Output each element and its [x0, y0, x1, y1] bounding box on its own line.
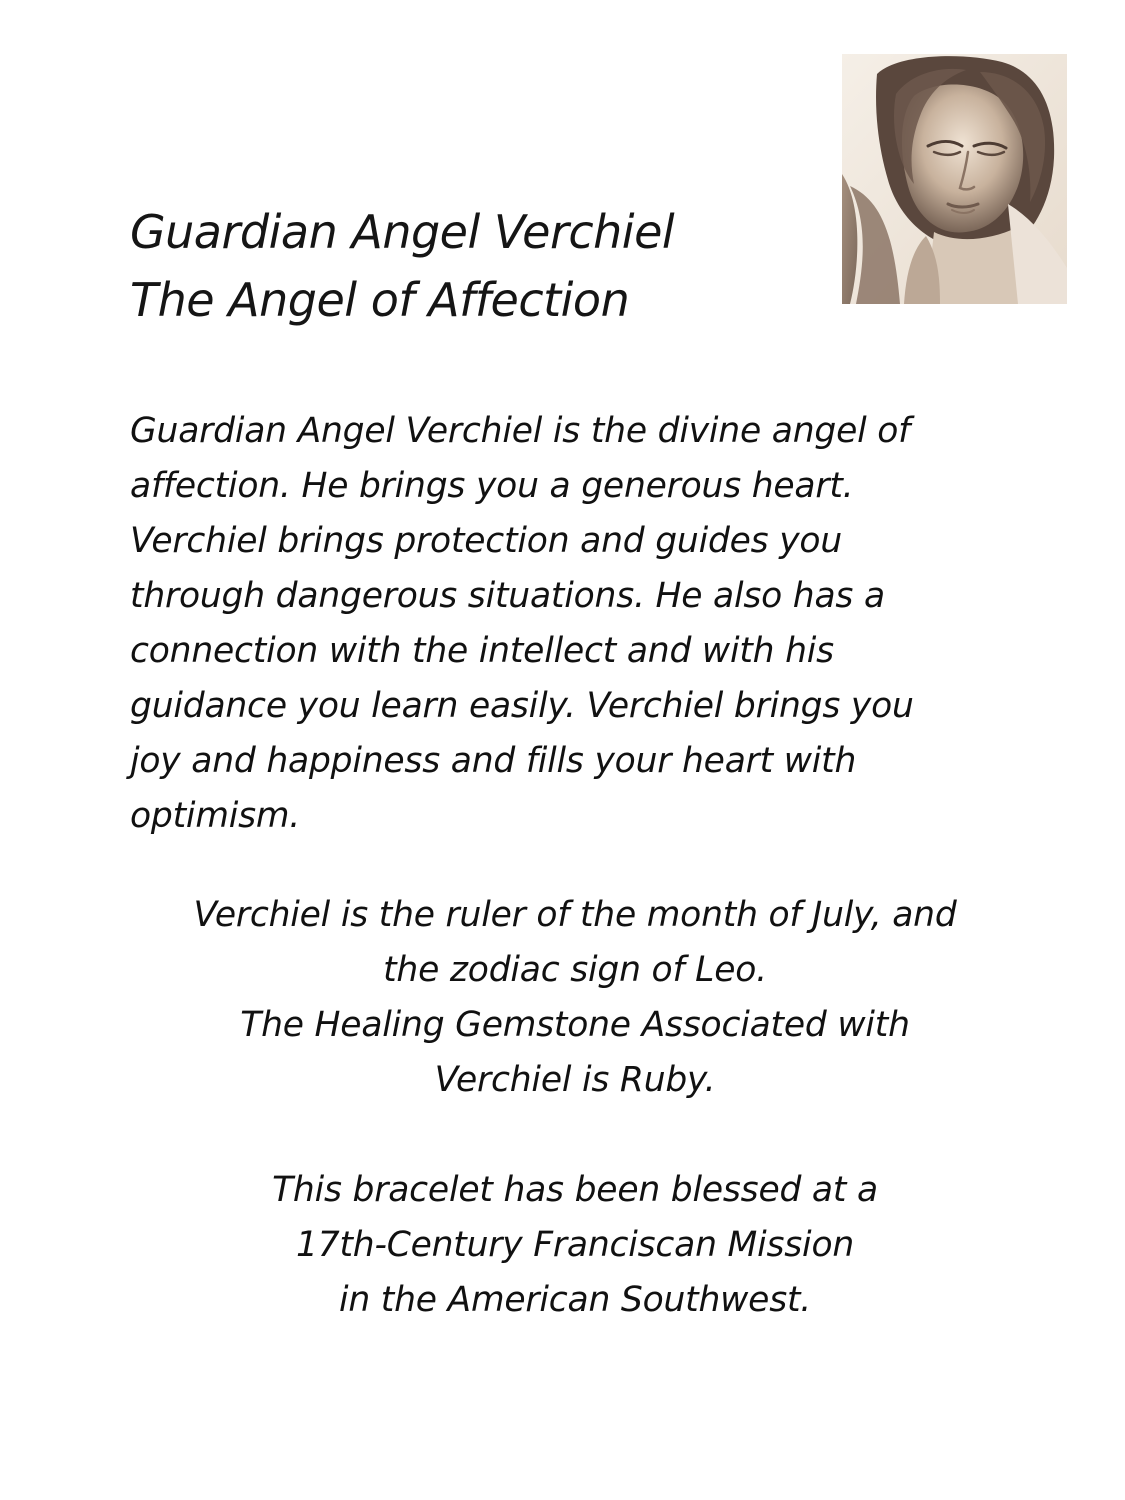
blessing-line: in the American Southwest.: [338, 1280, 812, 1320]
ruler-line: The Healing Gemstone Associated with: [240, 1005, 910, 1045]
title-line-1: Guardian Angel Verchiel: [130, 205, 675, 259]
angel-statue-image: [842, 54, 1067, 304]
description-line: through dangerous situations. He also has a: [130, 576, 885, 616]
ruler-info: [100, 888, 1050, 1108]
ruler-line: Verchiel is Ruby.: [434, 1060, 716, 1100]
blessing-line: 17th-Century Franciscan Mission: [295, 1225, 855, 1265]
description-line: optimism.: [130, 796, 301, 836]
title-line-2: The Angel of Affection: [130, 273, 630, 327]
blessing-info: [100, 1163, 1050, 1328]
blessing-line: This bracelet has been blessed at a: [272, 1170, 878, 1210]
description-line: Guardian Angel Verchiel is the divine angel of: [130, 411, 911, 451]
ruler-line: the zodiac sign of Leo.: [383, 950, 767, 990]
description-line: connection with the intellect and with his: [130, 631, 834, 671]
description-line: affection. He brings you a generous heart.: [130, 466, 854, 506]
description-line: joy and happiness and fills your heart with: [130, 741, 857, 781]
ruler-line: Verchiel is the ruler of the month of July, and: [193, 895, 957, 935]
title-block: [130, 198, 810, 334]
description-paragraph: [130, 404, 1030, 844]
description-line: guidance you learn easily. Verchiel brings you: [130, 686, 914, 726]
description-line: Verchiel brings protection and guides you: [130, 521, 843, 561]
